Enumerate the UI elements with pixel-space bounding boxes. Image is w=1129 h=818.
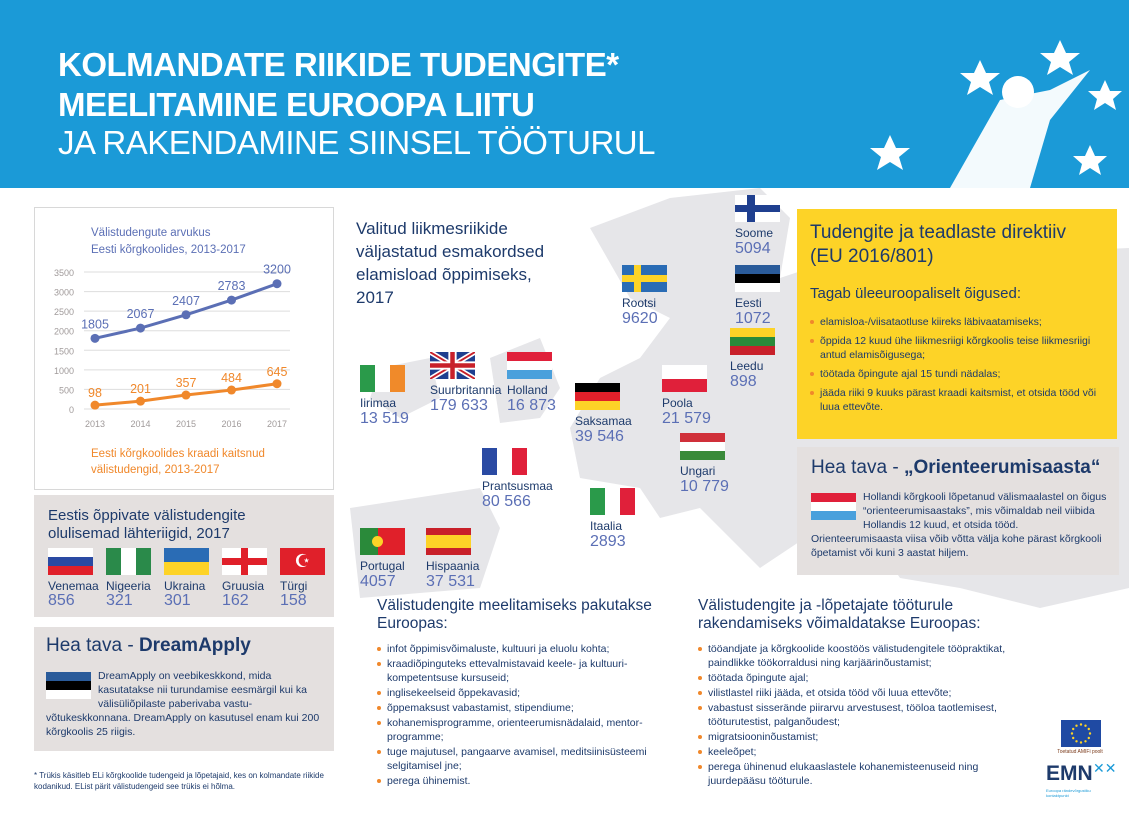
flag-holland-icon [507,352,552,379]
flag-ungari-icon [680,433,725,460]
map-country-value: 2893 [590,533,626,550]
map-country-name: Poola [662,396,693,410]
flag-suurbritannia-icon [430,352,475,379]
attract-title-line: Euroopas: [377,615,448,632]
title-line-1: KOLMANDATE RIIKIDE TUDENGITE* [58,46,619,83]
y-tick-label: 1000 [53,365,74,376]
list-item: õppida 12 kuud ühe liikmesriigi kõrgkoolis teise liikmesriigi antud elamisõigusega; [810,334,1105,362]
data-label: 2783 [217,279,246,294]
map-country-value: 10 779 [680,478,729,495]
flag-itaalia-icon [590,488,635,515]
list-item: kohanemisprogramme, orienteerumisnädalaid, mentor-programme; [377,716,682,744]
map-title-line: väljastatud esmakordsed [356,242,545,261]
dreamapply-text [46,669,322,739]
x-tick-label: 2013 [84,419,106,429]
map-country-value: 4057 [360,573,396,590]
list-item: tööandjate ja kõrgkoolide koostöös välistudengitele tööpraktikat, paindlikke töökorraldusi ning karjäärinõustamist; [698,642,1018,670]
x-tick-label: 2015 [175,419,197,429]
map-country-value: 37 531 [426,573,475,590]
orientation-panel [797,447,1119,575]
flag-rootsi-icon [622,265,667,292]
chart-title: Eesti kõrgkoolides, 2013-2017 [91,244,246,256]
list-item: jääda riiki 9 kuuks pärast kraadi kaitsmist, et otsida tööd või luua ettevõte. [810,386,1105,414]
footnote: * Trükis käsitleb ELi kõrgkoolide tudengeid ja lõpetajaid, kes on kolmandate riikide kodanikud. EList pärit välistudengeid see trükis ei hõlma. [34,771,324,791]
line-chart [34,207,334,490]
legend-orange: Eesti kõrgkoolides kraadi kaitsnud [91,448,265,460]
map-country-name: Itaalia [590,519,623,533]
x-tick-label: 2016 [221,419,242,429]
title-bold: „Orienteerumisaasta“ [903,457,1101,478]
origin-title-line: Eestis õppivate välistudengite [48,507,246,524]
list-item: õppemaksust vabastamist, stipendiume; [377,701,682,715]
origin-country-value: 158 [280,592,307,609]
eu-flag-icon [1061,720,1101,747]
list-item: kraadiõpinguteks ettevalmistavaid keele- ja kultuuri-kompetentsuse kursuseid; [377,657,682,685]
origin-country-name: Venemaa [48,579,99,593]
y-tick-label: 3000 [53,287,74,298]
map-country-value: 1072 [735,310,771,327]
list-item: migratsiooninõustamist; [698,730,1018,744]
map-title-line: 2017 [356,288,394,307]
data-point [91,334,100,343]
list-item: tuge majutusel, pangaarve avamisel, meditsiinisüsteemi selgitamisel jne; [377,745,682,773]
orientation-body: Hollandi kõrgkooli lõpetanud välismaalastel on õigus “orienteerumisaastaks”, mis võimaldab neil viibida Hollandis 12 kuud, et otsida tööd. Orienteerumisaasta viisa võib võtta välja kohe pärast kõrgkooli õpetamist või kuni 3 aastat hiljem. [811,491,1107,559]
orientation-text [811,490,1111,560]
y-tick-label: 1500 [53,346,74,357]
origin-country-value: 856 [48,592,75,609]
dreamapply-panel [34,627,334,751]
title-bold: DreamApply [138,635,251,656]
data-point [227,296,236,305]
origin-country-name: Gruusia [222,579,265,593]
map-country-name: Hispaania [426,559,480,573]
flag-iirimaa-icon [360,365,405,392]
map-country-value: 9620 [622,310,658,327]
origin-title-line: olulisemad lähteriigid, 2017 [48,525,230,542]
data-label: 2407 [172,293,200,308]
map-title-line: elamisload õppimiseks, [356,265,532,284]
map-country-name: Leedu [730,359,764,373]
flag-ukraina-icon [164,548,209,575]
flag-soome-icon [735,195,780,222]
origin-country-value: 162 [222,592,249,609]
directive-subtitle: Tagab üleeuroopaliselt õigused: [810,285,1021,302]
labour-title-line: Välistudengite ja -lõpetajate tööturule [698,597,954,614]
data-point [136,324,145,333]
origin-country-name: Ukraina [164,579,206,593]
map-country-name: Saksamaa [575,414,632,428]
map-country-value: 5094 [735,240,771,257]
flag-leedu-icon [730,328,775,355]
title-line-2: MEELITAMINE EUROOPA LIITU [58,86,535,123]
y-tick-label: 500 [58,385,74,396]
map-country-value: 13 519 [360,410,409,427]
directive-title: (EU 2016/801) [810,246,934,267]
map-country-name: Iirimaa [360,396,397,410]
title-line-3: JA RAKENDAMINE SIINSEL TÖÖTURUL [58,124,655,161]
y-tick-label: 2000 [53,326,74,337]
map-title [356,217,544,309]
flag-venemaa-icon [48,548,93,575]
y-tick-label: 3500 [53,268,74,278]
map-country-name: Rootsi [622,296,657,310]
data-point [273,379,282,388]
dreamapply-body: DreamApply on veebikeskkond, mida kasutatakse nii turundamise eesmärgil kui ka välisüliõpilaste paberivaba vastu-võtukeskkonnana. DreamApply on kasutusel enam kui 200 kõrgkoolis 25 riigis. [46,670,320,738]
map-country-name: Suurbritannia [430,383,502,397]
data-point [273,279,282,288]
list-item: infot õppimisvõimaluste, kultuuri ja eluolu kohta; [377,642,682,656]
origin-country-name: Türgi [280,579,308,593]
stars-figure-icon [850,30,1129,188]
data-point [227,386,236,395]
data-point [182,391,191,400]
title-prefix: Hea tava - [46,635,139,656]
map-country-name: Ungari [680,464,716,478]
eu-caption: Toetatud AMIFi poolt [1057,749,1103,755]
data-label: 201 [130,382,151,397]
data-label: 645 [266,364,288,379]
list-item: vabastust sisserände piirarvu arvestusest, tööloa taotlemisest, tööturutestist, palganõudest; [698,701,1018,729]
header-banner [0,0,1129,188]
chart-title: Välistudengute arvukus [91,227,211,239]
attract-title-line: Välistudengite meelitamiseks pakutakse [377,597,652,614]
labour-section [698,597,1028,789]
map-country-name: Prantsusmaa [482,479,553,493]
data-label: 98 [88,386,102,401]
data-label: 2067 [126,307,155,322]
emn-figures-icon: ✕✕ [1093,760,1117,776]
x-tick-label: 2017 [266,419,288,429]
map-country-value: 39 546 [575,428,624,445]
y-tick-label: 0 [68,405,74,415]
data-point [136,397,145,406]
labour-title-line: rakendamiseks võimaldatakse Euroopas: [698,615,981,632]
flag-türgi-icon: ☪ [280,548,325,575]
data-point [91,401,100,410]
list-item: inglisekeelseid õppekavasid; [377,686,682,700]
directive-panel [797,209,1117,439]
flag-saksamaa-icon [575,383,620,410]
map-country-name: Holland [507,383,548,397]
origin-country-name: Nigeeria [106,579,151,593]
origin-country-value: 301 [164,592,191,609]
map-country-value: 80 566 [482,493,531,510]
x-tick-label: 2014 [130,419,151,429]
flag-gruusia-icon [222,548,267,575]
origin-country-value: 321 [106,592,133,609]
data-label: 484 [221,371,242,386]
map-country-name: Soome [735,226,774,240]
emn-logo: EMN [1046,762,1093,785]
emn-subtitle: Euroopa rändevõrgustiku kontaktpunkt [1046,788,1091,798]
y-tick-label: 2500 [53,307,74,318]
map-title-line: Valitud liikmesriikide [356,219,508,238]
flag-portugal-icon [360,528,405,555]
dreamapply-title [46,635,251,657]
attract-section [377,597,692,789]
map-country-name: Eesti [735,296,762,310]
flag-nigeeria-icon [106,548,151,575]
flag-poola-icon [662,365,707,392]
list-item: perega ühinenud elukaaslastele kohanemisteenuseid ning juurdepääsu tööturule. [698,760,1018,788]
list-item: keeleõpet; [698,745,1018,759]
directive-title: Tudengite ja teadlaste direktiiv [810,222,1066,243]
list-item: elamisloa-/viisataotluse kiireks läbivaatamiseks; [810,315,1105,329]
map-country-value: 21 579 [662,410,711,427]
flag-hispaania-icon [426,528,471,555]
data-label: 357 [175,376,197,391]
origin-panel [34,495,334,617]
legend-orange: välistudengid, 2013-2017 [91,464,220,476]
data-label: 1805 [81,317,109,332]
list-item: perega ühinemist. [377,774,682,788]
flag-prantsusmaa-icon [482,448,527,475]
map-country-value: 898 [730,373,757,390]
title-prefix: Hea tava - [811,457,904,478]
map-country-name: Portugal [360,559,405,573]
list-item: vilistlastel riiki jääda, et otsida tööd või luua ettevõte; [698,686,1018,700]
list-item: töötada õpingute ajal 15 tundi nädalas; [810,367,1105,381]
data-point [182,310,191,319]
orientation-title [811,457,1100,479]
data-label: 3200 [263,262,291,277]
list-item: töötada õpingute ajal; [698,671,1018,685]
flag-eesti-icon [735,265,780,292]
map-country-value: 179 633 [430,397,488,414]
map-country-value: 16 873 [507,397,556,414]
